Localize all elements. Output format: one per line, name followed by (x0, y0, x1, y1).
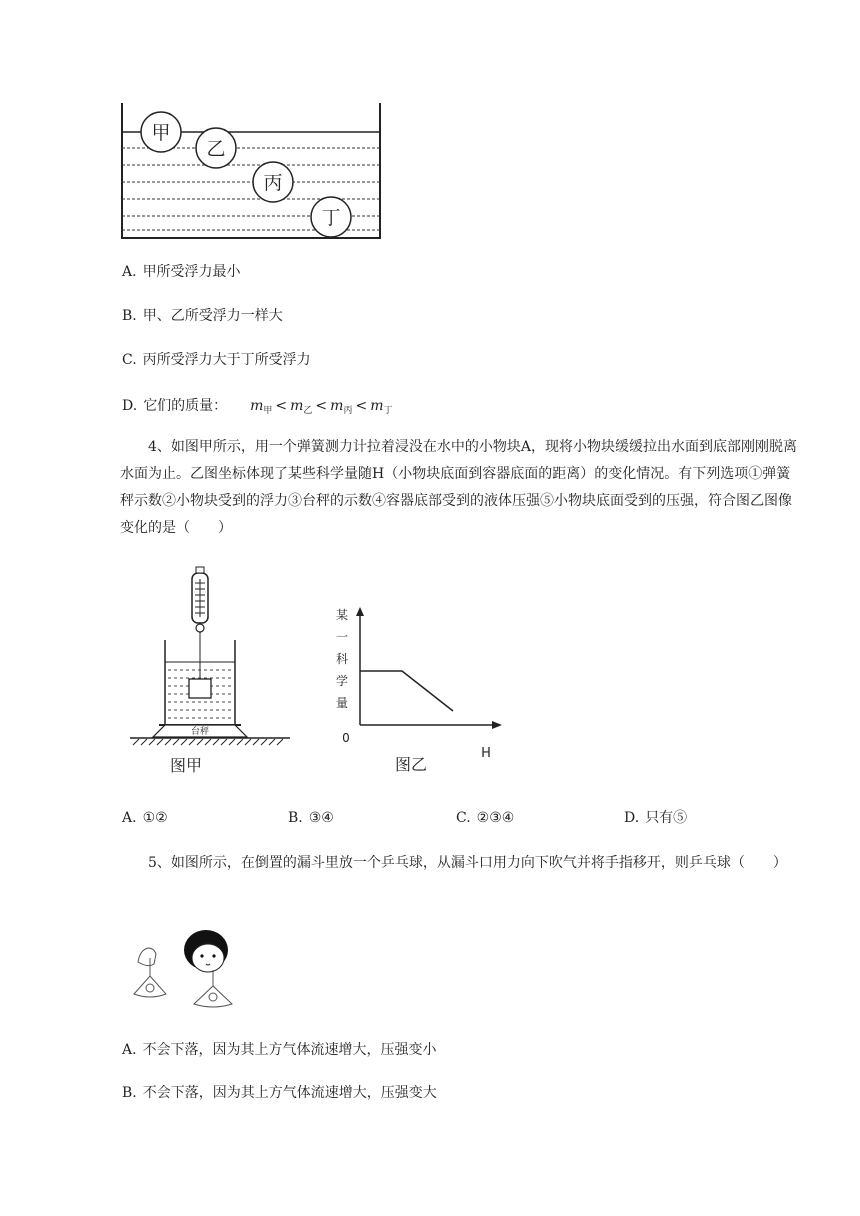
y-axis-label (336, 608, 348, 710)
svg-text:乙: 乙 (206, 138, 226, 160)
svg-text:学: 学 (335, 674, 349, 688)
q4-option-c[interactable] (456, 808, 514, 828)
option-label: A. (122, 264, 137, 280)
ball-bing (253, 162, 293, 202)
option-text: 只有⑤ (645, 810, 688, 826)
q4-figure-jia (125, 565, 295, 780)
graph-line (360, 671, 453, 711)
question-text: 如图所示，在倒置的漏斗里放一个乒乓球，从漏斗口用力向下吹气并将手指移开，则乒乓球（ ） (170, 855, 787, 871)
q5-option-b[interactable] (122, 1083, 437, 1103)
svg-text:甲: 甲 (151, 122, 171, 144)
mass-expression: $m_甲 < m_乙 < m_丙 < m_丁$ (250, 398, 393, 416)
q3-option-c[interactable] (122, 350, 311, 370)
origin-label: 0 (342, 731, 350, 745)
option-label: A. (122, 810, 137, 826)
option-text: ③④ (308, 810, 334, 826)
ball-yi (196, 128, 236, 168)
q4-figure-yi (330, 605, 510, 780)
q3-figure (110, 95, 390, 245)
svg-text:一: 一 (335, 630, 349, 644)
svg-text:某: 某 (335, 608, 349, 622)
option-label: D. (624, 810, 640, 826)
option-label: B. (122, 1085, 137, 1101)
x-axis-label: H (481, 746, 491, 761)
ball-jia (141, 112, 181, 152)
option-label: C. (122, 352, 137, 368)
option-text: 甲所受浮力最小 (142, 264, 241, 280)
q4-option-d[interactable] (624, 808, 687, 828)
q4-stem (120, 434, 800, 542)
option-label: D. (122, 398, 138, 414)
ball-ding (311, 197, 351, 237)
option-text: 甲、乙所受浮力一样大 (142, 308, 283, 324)
q5-stem (108, 850, 803, 877)
q4-option-b[interactable] (288, 808, 334, 828)
option-text: ①② (142, 810, 168, 826)
option-text: 丙所受浮力大于丁所受浮力 (142, 352, 311, 368)
q5-option-a[interactable] (122, 1040, 437, 1060)
option-text: 它们的质量： (143, 398, 228, 414)
question-text: 如图甲所示，用一个弹簧测力计拉着浸没在水中的小物块A，现将小物块缓缓拉出水面到底部刚刚脱离水面为止。乙图坐标体现了某些科学量随H（小物块底面到容器底面的距离）的变化情况。有下列选项①弹簧秤示数②小物块受到的浮力③台秤的示数④容器底部受到的液体压强⑤小物块底面受到的压强，符合图乙图像变化的是（ ） (120, 439, 798, 536)
hand-funnel-illustration (134, 948, 166, 997)
option-label: B. (122, 308, 137, 324)
svg-text:科: 科 (335, 652, 349, 666)
boy-illustration (184, 930, 228, 972)
question-number: 5、 (148, 855, 171, 871)
option-label: A. (122, 1042, 137, 1058)
option-text: 不会下落，因为其上方气体流速增大，压强变小 (142, 1042, 437, 1058)
platform-scale-label: 台秤 (190, 727, 210, 737)
svg-text:丁: 丁 (321, 207, 341, 229)
q4-option-a[interactable] (122, 808, 168, 828)
question-number: 4、 (148, 439, 171, 455)
svg-text:丙: 丙 (263, 172, 283, 194)
option-text: 不会下落，因为其上方气体流速增大，压强变大 (142, 1085, 437, 1101)
q3-option-b[interactable] (122, 306, 283, 326)
svg-text:量: 量 (335, 696, 349, 710)
q3-option-a[interactable] (122, 262, 241, 282)
q5-figure (128, 922, 258, 1010)
option-text: ②③④ (476, 810, 515, 826)
figure-caption: 图乙 (394, 755, 428, 774)
option-label: B. (288, 810, 303, 826)
q3-option-d[interactable] (122, 396, 392, 421)
figure-caption: 图甲 (169, 756, 203, 775)
option-label: C. (456, 810, 471, 826)
